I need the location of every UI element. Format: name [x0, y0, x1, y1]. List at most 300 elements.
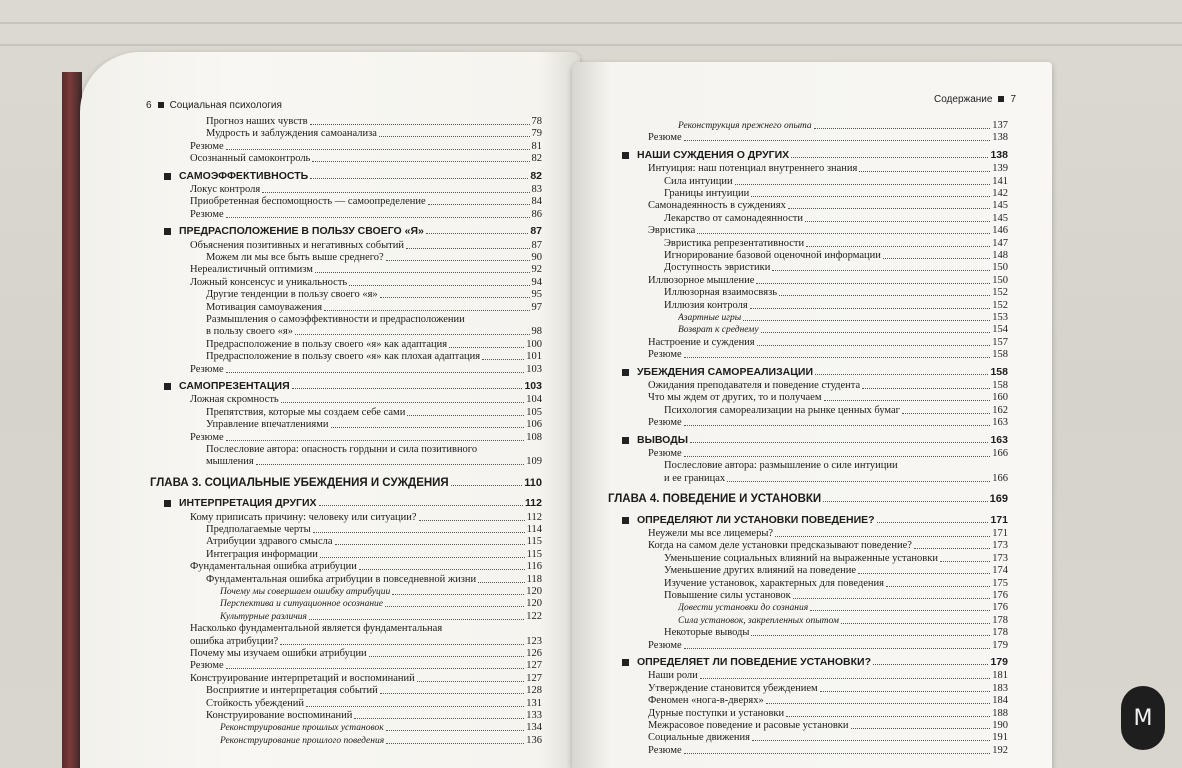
entry-page-number: 166 [992, 448, 1008, 459]
section-bullet-icon [164, 228, 171, 235]
toc-entry [190, 264, 542, 276]
dot-leader [805, 221, 990, 222]
dot-leader [684, 753, 991, 754]
entry-page-number: 147 [992, 237, 1008, 249]
dot-leader [262, 192, 529, 193]
entry-page-number: 108 [526, 431, 542, 443]
toc-entry [664, 176, 1008, 188]
section-heading [164, 497, 542, 509]
entry-page-number: 134 [526, 722, 542, 734]
entry-title: Ложная скромность [190, 394, 279, 406]
dot-leader [793, 598, 991, 599]
entry-title: Почему мы изучаем ошибки атрибуции [190, 648, 367, 659]
entry-page-number: 127 [526, 672, 542, 684]
entry-page-number: 98 [531, 326, 542, 338]
entry-page-number: 133 [526, 710, 542, 721]
dot-leader [814, 128, 991, 129]
entry-title: Резюме [648, 448, 682, 459]
entry-page-number: 169 [989, 493, 1008, 506]
dot-leader [226, 217, 530, 218]
section-heading [622, 366, 1008, 378]
section-heading [622, 514, 1008, 526]
entry-title: Игнорирование базовой оценочной информации [664, 250, 881, 261]
entry-title: Прогноз наших чувств [206, 116, 308, 127]
toc-entry [206, 252, 542, 264]
entry-title: Предрасположение в пользу своего «я» как адаптация [206, 338, 448, 350]
entry-page-number: 190 [992, 720, 1008, 731]
dot-leader [697, 233, 990, 234]
entry-title: Некоторые выводы [664, 627, 750, 639]
toc-entry [648, 448, 1008, 460]
dot-leader [775, 536, 990, 537]
section-heading [164, 225, 542, 237]
dot-leader [810, 610, 990, 611]
section-bullet-icon [622, 152, 629, 159]
entry-title: Почему мы совершаем ошибку атрибуции [220, 587, 391, 597]
toc-entry [648, 349, 1008, 361]
entry-title: Повышение силы установок [664, 590, 791, 601]
entry-title: Уменьшение других влияний на поведение [664, 565, 857, 577]
toc-entry [206, 289, 542, 301]
right-page-header [934, 94, 1016, 105]
toc-entry [190, 561, 542, 573]
entry-title: ОПРЕДЕЛЯЕТ ЛИ ПОВЕДЕНИЕ УСТАНОВКИ? [637, 656, 872, 668]
section-bullet-icon [164, 173, 171, 180]
dot-leader [727, 481, 990, 482]
entry-page-number: 179 [990, 656, 1008, 668]
entry-page-number: 103 [526, 363, 542, 375]
entry-title: Довести установки до сознания [678, 603, 809, 614]
entry-title: Стойкость убеждений [206, 697, 305, 709]
dot-leader [369, 656, 525, 657]
entry-title: Резюме [190, 363, 224, 375]
toc-entry [664, 405, 1008, 417]
entry-title: Послесловие автора: размышление о силе интуиции [664, 460, 898, 472]
section-bullet-icon [622, 437, 629, 444]
entry-title: Управление впечатлениями [206, 419, 329, 431]
entry-title: ОПРЕДЕЛЯЮТ ЛИ УСТАНОВКИ ПОВЕДЕНИЕ? [637, 513, 875, 526]
dot-leader [281, 402, 525, 403]
dot-leader [873, 664, 988, 665]
entry-page-number: 78 [531, 116, 542, 127]
dot-leader [226, 149, 530, 150]
entry-title: Иллюзия контроля [664, 299, 748, 311]
toc-entry [664, 250, 1008, 262]
entry-page-number: 178 [992, 614, 1008, 626]
entry-title: Можем ли мы все быть выше среднего? [206, 252, 384, 263]
entry-title: Конструирование интерпретаций и воспоминаний [190, 672, 415, 684]
entry-page-number: 183 [992, 682, 1008, 694]
dot-leader [761, 332, 991, 333]
dot-leader [858, 573, 990, 574]
entry-title: Резюме [190, 660, 224, 672]
entry-page-number: 92 [531, 264, 542, 276]
entry-title: Интеграция информации [206, 548, 318, 560]
entry-title: Предрасположение в пользу своего «я» как плохая адаптация [206, 351, 481, 363]
entry-page-number: 188 [992, 707, 1008, 719]
entry-page-number: 150 [992, 262, 1008, 274]
section-bullet-icon [164, 500, 171, 507]
entry-page-number: 87 [531, 239, 542, 251]
left-page-header [146, 100, 282, 111]
toc-entry [206, 698, 542, 710]
dot-leader [700, 678, 990, 679]
dot-leader [824, 400, 991, 401]
entry-title: Резюме [648, 132, 682, 144]
dot-leader [315, 272, 530, 273]
dot-leader [786, 716, 990, 717]
entry-title: Резюме [648, 349, 682, 361]
entry-page-number: 191 [992, 732, 1008, 744]
entry-title: Лекарство от самонадеянности [664, 212, 803, 224]
toc-entry [648, 380, 1008, 392]
toc-entry [206, 314, 542, 326]
dot-leader [815, 374, 988, 375]
dot-leader [309, 619, 524, 620]
dot-leader [862, 388, 990, 389]
entry-page-number: 179 [992, 639, 1008, 651]
entry-page-number: 160 [992, 392, 1008, 404]
dot-leader [684, 456, 991, 457]
entry-page-number: 115 [526, 548, 542, 560]
entry-title: Локус контроля [190, 184, 261, 195]
entry-title: Самонадеянность в суждениях [648, 200, 786, 212]
entry-page-number: 138 [990, 148, 1008, 161]
entry-page-number: 112 [526, 511, 542, 523]
entry-page-number: 181 [992, 670, 1008, 682]
toc-entry [190, 432, 542, 444]
toc-entry [678, 120, 1008, 132]
entry-page-number: 142 [992, 188, 1008, 199]
toc-entry [648, 640, 1008, 652]
entry-page-number: 145 [992, 200, 1008, 212]
dot-leader [380, 297, 530, 298]
entry-title: Социальные движения [648, 732, 750, 744]
toc-entry [206, 419, 542, 431]
entry-page-number: 115 [526, 536, 542, 548]
entry-page-number: 150 [992, 274, 1008, 286]
toc-entry [678, 615, 1008, 627]
toc-entry [648, 683, 1008, 695]
entry-title: Восприятие и интерпретация событий [206, 685, 378, 697]
entry-title: Иллюзорное мышление [648, 274, 755, 286]
entry-page-number: 104 [526, 394, 542, 406]
entry-title: Изучение установок, характерных для поведения [664, 577, 884, 589]
dot-leader [751, 196, 990, 197]
dot-leader [349, 285, 529, 286]
dot-leader [751, 635, 990, 636]
toc-entry [190, 394, 542, 406]
toc-entry [190, 673, 542, 685]
entry-title: ПРЕДРАСПОЛОЖЕНИЕ В ПОЛЬЗУ СВОЕГО «Я» [179, 225, 424, 238]
dot-leader [690, 442, 988, 443]
entry-title: Мотивация самоуважения [206, 301, 323, 313]
entry-page-number: 82 [531, 153, 542, 165]
dot-leader [449, 347, 524, 348]
dot-leader [417, 681, 525, 682]
entry-title: Психология самореализации на рынке ценных бумаг [664, 404, 900, 416]
entry-title: Что мы ждем от других, то и получаем [648, 392, 822, 404]
entry-page-number: 171 [990, 513, 1008, 526]
section-bullet-icon [164, 383, 171, 390]
dot-leader [750, 308, 991, 309]
entry-page-number: 114 [526, 524, 542, 535]
entry-page-number: 87 [530, 225, 542, 238]
book-cover-edge [62, 72, 82, 768]
dot-leader [306, 706, 524, 707]
entry-title: Препятствия, которые мы создаем себе сами [206, 406, 406, 418]
toc-entry [206, 351, 542, 363]
toc-entry [648, 670, 1008, 682]
entry-title: Атрибуции здравого смысла [206, 536, 333, 548]
entry-page-number: 94 [531, 276, 542, 288]
toc-entry [206, 524, 542, 536]
dot-leader [752, 740, 990, 741]
toc-entry [648, 732, 1008, 744]
entry-page-number: 136 [526, 734, 542, 746]
entry-title: в пользу своего «я» [206, 326, 293, 338]
entry-title: мышления [206, 456, 254, 468]
dot-leader [335, 544, 525, 545]
entry-title: Доступность эвристики [664, 262, 771, 274]
toc-entry [190, 364, 542, 376]
dot-leader [386, 730, 525, 731]
entry-page-number: 122 [526, 610, 542, 622]
toc-entry [648, 528, 1008, 540]
toc-entry [190, 184, 542, 196]
section-heading [164, 380, 542, 392]
toc-entry [206, 574, 542, 586]
toc-entry [664, 627, 1008, 639]
section-bullet-icon [622, 659, 629, 666]
entry-title: Нереалистичный оптимизм [190, 264, 313, 276]
entry-page-number: 173 [992, 540, 1008, 552]
toc-entry [678, 312, 1008, 324]
entry-page-number: 110 [524, 476, 542, 489]
dot-leader [386, 260, 530, 261]
entry-page-number: 145 [992, 212, 1008, 224]
toc-entry [648, 275, 1008, 287]
dot-leader [226, 372, 525, 373]
entry-title: САМОПРЕЗЕНТАЦИЯ [179, 380, 290, 392]
entry-title: Эвристика репрезентативности [664, 237, 805, 249]
dot-leader [886, 586, 990, 587]
entry-title: Послесловие автора: опасность гордыни и сила позитивного [206, 444, 478, 455]
entry-title: НАШИ СУЖДЕНИЯ О ДРУГИХ [637, 148, 790, 161]
entry-page-number: 138 [992, 132, 1008, 144]
entry-title: Объяснения позитивных и негативных событий [190, 239, 404, 251]
entry-page-number: 101 [526, 351, 542, 363]
toc-entry [664, 460, 1008, 472]
entry-page-number: 139 [992, 163, 1008, 175]
chapter-heading [150, 477, 542, 489]
toc-entry [206, 302, 542, 314]
entry-page-number: 109 [526, 456, 542, 468]
entry-title: Наши роли [648, 670, 698, 682]
entry-page-number: 146 [992, 225, 1008, 237]
entry-page-number: 154 [992, 324, 1008, 336]
entry-page-number: 173 [992, 552, 1008, 564]
entry-page-number: 148 [992, 250, 1008, 261]
entry-title: Сила установок, закрепленных опытом [678, 615, 839, 626]
left-page [80, 52, 580, 768]
section-bullet-icon [622, 369, 629, 376]
toc-entry [190, 623, 542, 635]
dot-leader [902, 413, 990, 414]
entry-page-number: 158 [992, 380, 1008, 391]
toc-entry [648, 708, 1008, 720]
dot-leader [428, 204, 530, 205]
entry-page-number: 137 [992, 120, 1008, 131]
entry-title: Реконструкция прежнего опыта [678, 121, 812, 131]
entry-title: САМОЭФФЕКТИВНОСТЬ [179, 169, 309, 182]
section-heading [622, 656, 1008, 668]
dot-leader [292, 388, 523, 389]
toc-entry [190, 512, 542, 524]
toc-entry [206, 116, 542, 128]
section-heading [622, 149, 1008, 161]
dot-leader [779, 295, 990, 296]
entry-title: Мудрость и заблуждения самоанализа [206, 128, 377, 140]
entry-title: Настроение и суждения [648, 336, 755, 348]
entry-page-number: 152 [992, 287, 1008, 299]
toc-entry [648, 392, 1008, 404]
dot-leader [859, 171, 990, 172]
entry-title: Иллюзорная взаимосвязь [664, 287, 778, 299]
toc-entry [220, 586, 542, 598]
entry-title: ГЛАВА 4. ПОВЕДЕНИЕ И УСТАНОВКИ [608, 493, 822, 506]
entry-title: Насколько фундаментальной является фундаментальная [190, 623, 443, 635]
entry-page-number: 90 [531, 252, 542, 263]
toc-entry [220, 598, 542, 610]
entry-title: Границы интуиции [664, 188, 750, 199]
toc-entry [664, 565, 1008, 577]
entry-page-number: 176 [992, 590, 1008, 601]
section-heading [164, 170, 542, 182]
toc-entry [220, 735, 542, 747]
entry-page-number: 118 [526, 573, 542, 585]
dot-leader [735, 184, 991, 185]
toc-entry [206, 549, 542, 561]
dot-leader [478, 582, 525, 583]
entry-title: Другие тенденции в пользу своего «я» [206, 289, 378, 301]
toc-entry [206, 339, 542, 351]
dot-leader [359, 569, 525, 570]
entry-title: Дурные поступки и установки [648, 707, 785, 719]
entry-title: Феномен «нога-в-дверях» [648, 695, 764, 707]
m-logo-icon: M [1121, 686, 1165, 750]
running-title: Содержание [933, 94, 993, 105]
entry-page-number: 157 [992, 336, 1008, 348]
page-number: 7 [1010, 94, 1016, 105]
entry-title: и ее границах [664, 472, 726, 484]
entry-title: ИНТЕРПРЕТАЦИЯ ДРУГИХ [179, 497, 317, 510]
entry-title: Осознанный самоконтроль [190, 153, 311, 165]
toc-entry [664, 287, 1008, 299]
entry-page-number: 84 [531, 196, 542, 208]
entry-page-number: 131 [526, 697, 542, 709]
entry-title: ВЫВОДЫ [637, 433, 688, 446]
entry-page-number: 95 [531, 289, 542, 301]
entry-title: Реконструирование прошлого поведения [220, 735, 385, 746]
entry-page-number: 127 [526, 660, 542, 672]
entry-title: Кому приписать причину: человеку или ситуации? [190, 511, 417, 523]
entry-page-number: 158 [990, 365, 1008, 378]
dot-leader [385, 606, 524, 607]
dot-leader [757, 345, 991, 346]
dot-leader [331, 427, 525, 428]
entry-page-number: 158 [992, 349, 1008, 361]
entry-page-number: 152 [992, 299, 1008, 311]
toc-entry [648, 695, 1008, 707]
entry-title: Азартные игры [678, 313, 742, 323]
entry-title: ошибка атрибуции? [190, 635, 279, 647]
dot-leader [295, 334, 530, 335]
toc-entry [206, 710, 542, 722]
toc-entry [648, 200, 1008, 212]
dot-leader [310, 124, 530, 125]
entry-page-number: 162 [992, 404, 1008, 416]
entry-title: Перспектива и ситуационное осознание [220, 599, 384, 610]
dot-leader [914, 548, 990, 549]
entry-page-number: 81 [531, 140, 542, 152]
dot-leader [823, 501, 987, 502]
entry-page-number: 106 [526, 419, 542, 431]
toc-entry [664, 262, 1008, 274]
entry-title: УБЕЖДЕНИЯ САМОРЕАЛИЗАЦИИ [637, 365, 814, 378]
entry-page-number: 141 [992, 175, 1008, 187]
dot-leader [684, 140, 991, 141]
entry-page-number: 112 [525, 497, 542, 510]
entry-page-number: 83 [531, 184, 542, 195]
entry-page-number: 171 [992, 528, 1008, 539]
dot-leader [312, 161, 529, 162]
entry-title: Резюме [648, 417, 682, 429]
toc-entry [648, 163, 1008, 175]
dot-leader [684, 648, 991, 649]
toc-entry [190, 660, 542, 672]
dot-leader [451, 485, 523, 486]
toc-entry [648, 720, 1008, 732]
dot-leader [766, 703, 991, 704]
entry-title: ГЛАВА 3. СОЦИАЛЬНЫЕ УБЕЖДЕНИЯ И СУЖДЕНИЯ [150, 476, 449, 489]
entry-page-number: 192 [992, 744, 1008, 756]
entry-title: Уменьшение социальных влияний на выраженные установки [664, 552, 938, 564]
entry-page-number: 166 [992, 472, 1008, 484]
toc-entry [190, 648, 542, 660]
toc-entry [664, 188, 1008, 200]
toc-entry [664, 473, 1008, 485]
toc-entry [664, 553, 1008, 565]
toc-entry [190, 240, 542, 252]
entry-title: Резюме [190, 431, 224, 443]
right-page [572, 62, 1052, 768]
dot-leader [841, 623, 990, 624]
entry-title: Возврат к среднему [678, 325, 759, 336]
dot-leader [940, 561, 990, 562]
dot-leader [280, 644, 524, 645]
toc-entry [648, 225, 1008, 237]
toc-entry [678, 324, 1008, 336]
dot-leader [406, 248, 530, 249]
dot-leader [392, 594, 524, 595]
toc-entry [206, 128, 542, 140]
entry-title: Межрасовое поведение и расовые установки [648, 720, 849, 731]
dot-leader [354, 718, 524, 719]
entry-title: Резюме [648, 744, 682, 756]
entry-page-number: 100 [526, 338, 542, 350]
toc-entry [190, 141, 542, 153]
